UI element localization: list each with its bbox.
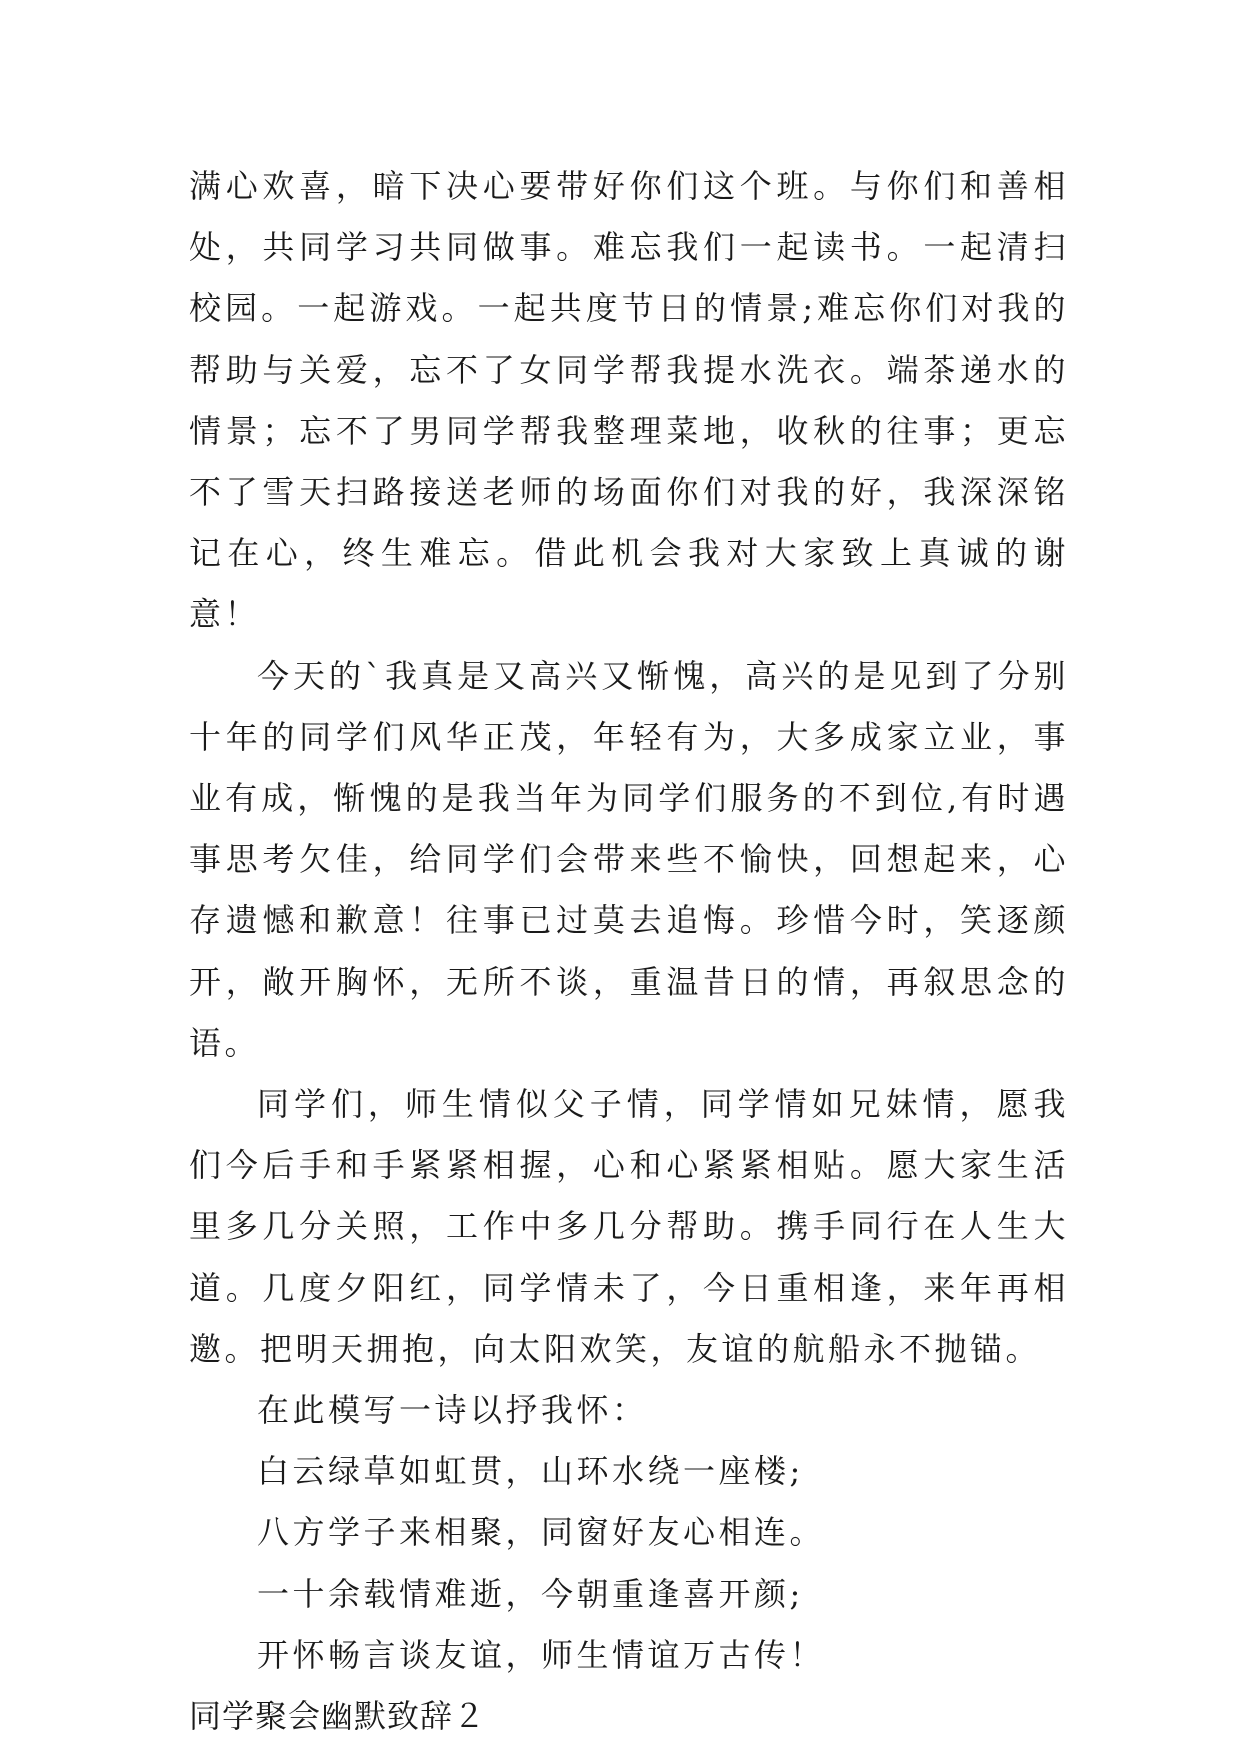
paragraph-reunion-feelings: 今天的`我真是又高兴又惭愧，高兴的是见到了分别十年的同学们风华正茂，年轻有为，大多成家立业，事业有成，惭愧的是我当年为同学们服务的不到位,有时遇事思考欠佳，给同学们会带来些不愉快，回想起来，心存遗憾和歉意！往事已过莫去追悔。珍惜今时，笑逐颜开，敞开胸怀，无所不谈，重温昔日的情，再叙思念的语。	[189, 656, 1069, 1062]
paragraph-gratitude: 满心欢喜，暗下决心要带好你们这个班。与你们和善相处，共同学习共同做事。难忘我们一起读书。一起清扫校园。一起游戏。一起共度节日的情景;难忘你们对我的帮助与关爱，忘不了女同学帮我提水洗衣。端茶递水的情景；忘不了男同学帮我整理菜地，收秋的往事；更忘不了雪天扫路接送老师的场面你们对我的好，我深深铭记在心，终生难忘。借此机会我对大家致上真诚的谢意！	[189, 167, 1069, 634]
poem-line-3: 一十余载情难逝，今朝重逢喜开颜;	[257, 1574, 804, 1613]
poem-line-2: 八方学子来相聚，同窗好友心相连。	[257, 1513, 826, 1552]
section-heading: 同学聚会幽默致辞２	[189, 1697, 487, 1736]
poem-line-4: 开怀畅言谈友谊，师生情谊万古传！	[257, 1635, 826, 1674]
poem-line-1: 白云绿草如虹贯，山环水绕一座楼;	[257, 1452, 804, 1491]
document-body	[189, 156, 1069, 1747]
paragraph-wishes: 同学们，师生情似父子情，同学情如兄妹情，愿我们今后手和手紧紧相握，心和心紧紧相贴。愿大家生活里多几分关照，工作中多几分帮助。携手同行在人生大道。几度夕阳红，同学情未了，今日重相逢，来年再相邀。把明天拥抱，向太阳欢笑，友谊的航船永不抛锚。	[189, 1085, 1069, 1368]
paragraph-poem-intro: 在此模写一诗以抒我怀：	[257, 1391, 648, 1430]
